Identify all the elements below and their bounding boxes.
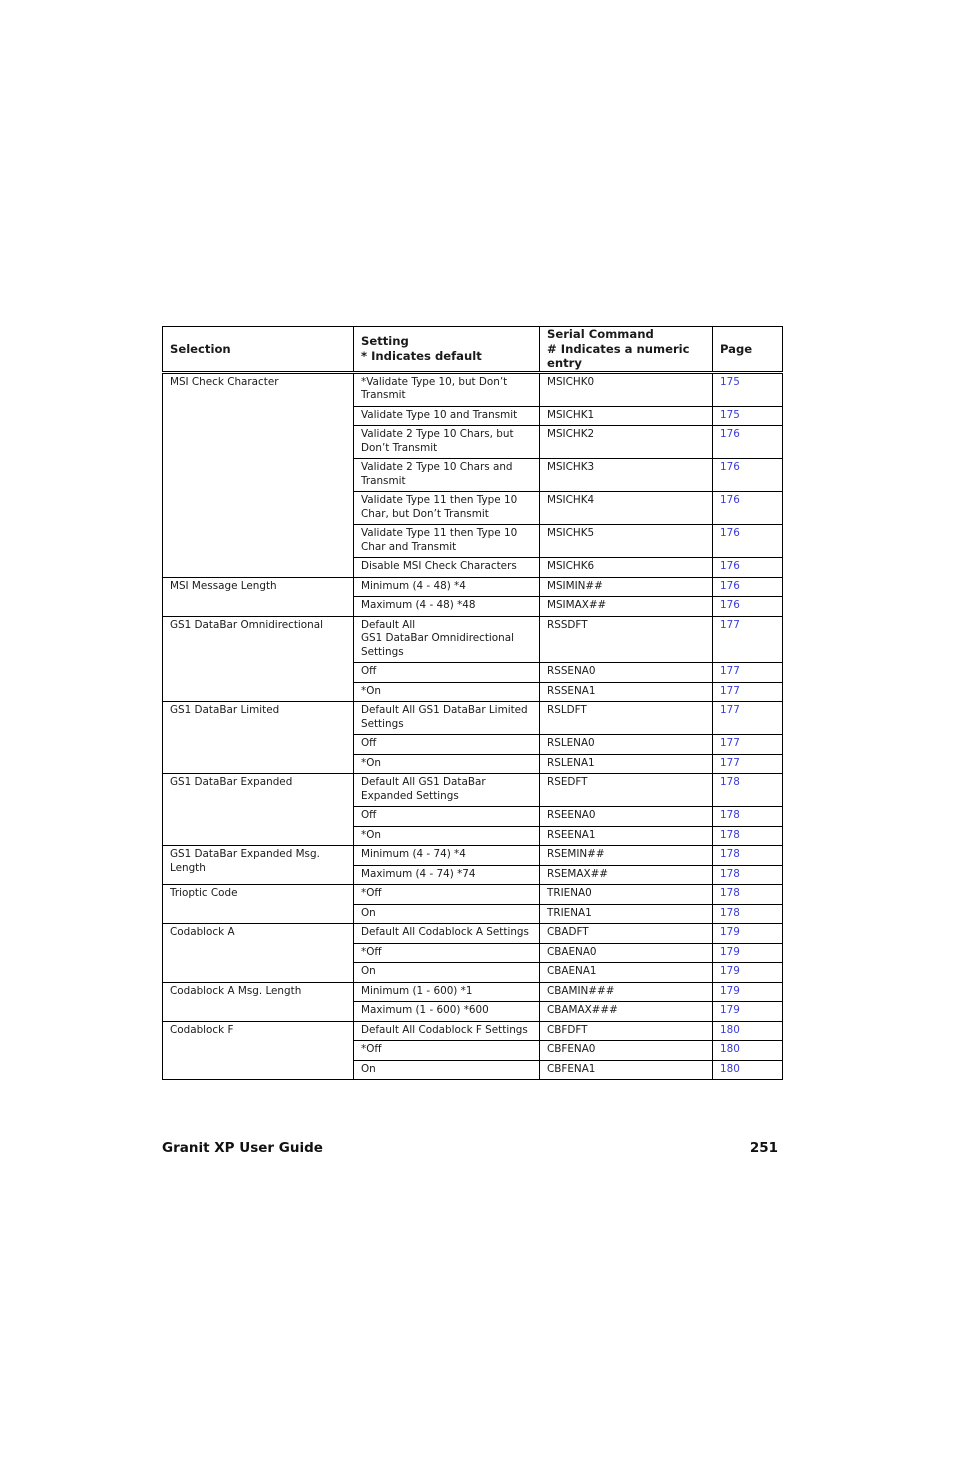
serial-command-cell: MSIMIN##: [540, 577, 713, 597]
page-link[interactable]: 176: [713, 426, 783, 459]
setting-cell: Validate Type 10 and Transmit: [354, 406, 540, 426]
footer-guide-title: Granit XP User Guide: [162, 1140, 323, 1156]
settings-table: [162, 326, 783, 1080]
setting-cell: Minimum (1 - 600) *1: [354, 982, 540, 1002]
serial-command-cell: RSLDFT: [540, 702, 713, 735]
serial-command-cell: RSEENA0: [540, 807, 713, 827]
serial-command-cell: RSSENA0: [540, 663, 713, 683]
header-serial-title: Serial Command: [547, 327, 654, 341]
page-link[interactable]: 176: [713, 459, 783, 492]
page-link[interactable]: 176: [713, 577, 783, 597]
setting-cell: Minimum (4 - 48) *4: [354, 577, 540, 597]
setting-cell: Validate Type 11 then Type 10 Char, but Don’t Transmit: [354, 492, 540, 525]
serial-command-cell: RSLENA1: [540, 754, 713, 774]
page-link[interactable]: 176: [713, 597, 783, 617]
setting-cell: Default All Codablock A Settings: [354, 924, 540, 944]
setting-cell: *Off: [354, 943, 540, 963]
selection-cell: Trioptic Code: [163, 885, 354, 924]
page-link[interactable]: 180: [713, 1021, 783, 1041]
selection-cell: GS1 DataBar Expanded: [163, 774, 354, 846]
page-link[interactable]: 176: [713, 525, 783, 558]
table-row: [163, 774, 783, 807]
serial-command-cell: RSEMIN##: [540, 846, 713, 866]
serial-command-cell: RSSDFT: [540, 616, 713, 663]
setting-cell: *Off: [354, 1041, 540, 1061]
serial-command-cell: MSICHK6: [540, 558, 713, 578]
page-link[interactable]: 177: [713, 682, 783, 702]
serial-command-cell: CBAMAX###: [540, 1002, 713, 1022]
page-link[interactable]: 175: [713, 406, 783, 426]
selection-cell: MSI Message Length: [163, 577, 354, 616]
table-header: [163, 327, 783, 373]
table-row: [163, 577, 783, 597]
serial-command-cell: MSICHK4: [540, 492, 713, 525]
serial-command-cell: CBAMIN###: [540, 982, 713, 1002]
selection-cell: Codablock A Msg. Length: [163, 982, 354, 1021]
serial-command-cell: MSICHK1: [540, 406, 713, 426]
page-link[interactable]: 179: [713, 943, 783, 963]
serial-command-cell: MSICHK2: [540, 426, 713, 459]
header-setting-title: Setting: [361, 334, 409, 349]
setting-cell: On: [354, 1060, 540, 1080]
page-link[interactable]: 178: [713, 846, 783, 866]
page-link[interactable]: 180: [713, 1041, 783, 1061]
table-row: [163, 702, 783, 735]
serial-command-cell: RSEENA1: [540, 826, 713, 846]
setting-cell: On: [354, 963, 540, 983]
setting-cell: Off: [354, 735, 540, 755]
setting-cell: Default All GS1 DataBar Omnidirectional Settings: [354, 616, 540, 663]
serial-command-cell: CBFENA0: [540, 1041, 713, 1061]
serial-command-cell: RSSENA1: [540, 682, 713, 702]
table-row: [163, 372, 783, 406]
serial-command-cell: MSICHK5: [540, 525, 713, 558]
serial-command-cell: RSEMAX##: [540, 865, 713, 885]
page-link[interactable]: 178: [713, 774, 783, 807]
setting-cell: Disable MSI Check Characters: [354, 558, 540, 578]
setting-cell: Maximum (4 - 48) *48: [354, 597, 540, 617]
page-link[interactable]: 177: [713, 702, 783, 735]
header-page: Page: [713, 327, 783, 373]
selection-cell: Codablock F: [163, 1021, 354, 1080]
table-row: [163, 924, 783, 944]
setting-cell: *On: [354, 682, 540, 702]
table-body: [163, 372, 783, 1080]
setting-cell: Validate Type 11 then Type 10 Char and Transmit: [354, 525, 540, 558]
serial-command-cell: TRIENA0: [540, 885, 713, 905]
setting-cell: *Validate Type 10, but Don’t Transmit: [354, 372, 540, 406]
header-selection: Selection: [163, 327, 354, 373]
table-row: [163, 616, 783, 663]
page-link[interactable]: 175: [713, 372, 783, 406]
serial-command-cell: RSLENA0: [540, 735, 713, 755]
serial-command-cell: CBAENA1: [540, 963, 713, 983]
header-serial-command: [540, 327, 713, 373]
setting-cell: Off: [354, 807, 540, 827]
setting-cell: Minimum (4 - 74) *4: [354, 846, 540, 866]
page-link[interactable]: 177: [713, 616, 783, 663]
table-row: [163, 1021, 783, 1041]
page-link[interactable]: 180: [713, 1060, 783, 1080]
setting-cell: Maximum (4 - 74) *74: [354, 865, 540, 885]
header-row: [163, 327, 783, 373]
serial-command-cell: MSICHK3: [540, 459, 713, 492]
setting-cell: Validate 2 Type 10 Chars, but Don’t Transmit: [354, 426, 540, 459]
page-link[interactable]: 178: [713, 885, 783, 905]
page-link[interactable]: 177: [713, 663, 783, 683]
setting-cell: Default All Codablock F Settings: [354, 1021, 540, 1041]
page-link[interactable]: 179: [713, 963, 783, 983]
setting-cell: Default All GS1 DataBar Limited Settings: [354, 702, 540, 735]
setting-cell: Default All GS1 DataBar Expanded Settings: [354, 774, 540, 807]
serial-command-cell: CBADFT: [540, 924, 713, 944]
setting-cell: On: [354, 904, 540, 924]
table-row: [163, 885, 783, 905]
header-setting: [354, 327, 540, 373]
setting-cell: *Off: [354, 885, 540, 905]
setting-cell: *On: [354, 826, 540, 846]
serial-command-cell: RSEDFT: [540, 774, 713, 807]
serial-command-cell: MSIMAX##: [540, 597, 713, 617]
setting-cell: Off: [354, 663, 540, 683]
page-link[interactable]: 179: [713, 924, 783, 944]
serial-command-cell: CBAENA0: [540, 943, 713, 963]
page-link[interactable]: 176: [713, 558, 783, 578]
serial-command-cell: TRIENA1: [540, 904, 713, 924]
serial-command-cell: CBFDFT: [540, 1021, 713, 1041]
setting-cell: Maximum (1 - 600) *600: [354, 1002, 540, 1022]
page-link[interactable]: 176: [713, 492, 783, 525]
serial-command-cell: CBFENA1: [540, 1060, 713, 1080]
page-link[interactable]: 178: [713, 865, 783, 885]
setting-cell: *On: [354, 754, 540, 774]
table-row: [163, 982, 783, 1002]
page-link[interactable]: 178: [713, 807, 783, 827]
selection-cell: MSI Check Character: [163, 372, 354, 577]
page-link[interactable]: 177: [713, 735, 783, 755]
selection-cell: GS1 DataBar Omnidirectional: [163, 616, 354, 702]
header-serial-note: # Indicates a numeric entry: [547, 341, 690, 370]
setting-cell: Validate 2 Type 10 Chars and Transmit: [354, 459, 540, 492]
serial-command-cell: MSICHK0: [540, 372, 713, 406]
page-link[interactable]: 178: [713, 826, 783, 846]
page-link[interactable]: 179: [713, 982, 783, 1002]
page-link[interactable]: 177: [713, 754, 783, 774]
header-setting-note: * Indicates default: [361, 348, 482, 363]
table-row: [163, 846, 783, 866]
page-link[interactable]: 178: [713, 904, 783, 924]
selection-cell: GS1 DataBar Expanded Msg. Length: [163, 846, 354, 885]
footer-page-number: 251: [749, 1140, 778, 1156]
selection-cell: GS1 DataBar Limited: [163, 702, 354, 774]
selection-cell: Codablock A: [163, 924, 354, 983]
page-link[interactable]: 179: [713, 1002, 783, 1022]
